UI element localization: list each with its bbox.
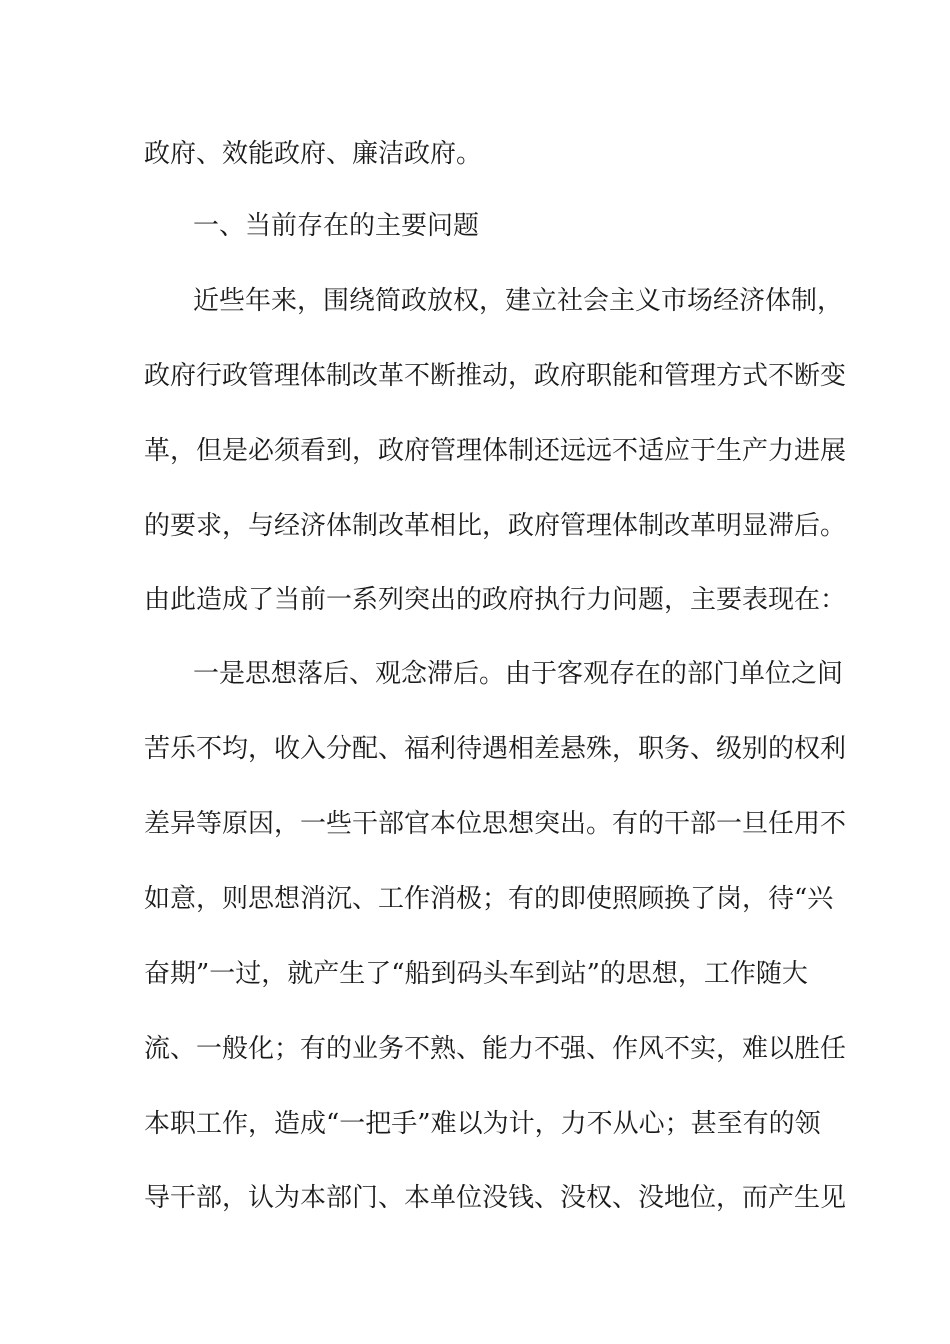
text-line: 导干部，认为本部门、本单位没钱、没权、没地位，而产生见	[144, 1183, 847, 1213]
text-line: 革，但是必须看到，政府管理体制还远远不适应于生产力进展	[144, 436, 847, 466]
text-line: 一是思想落后、观念滞后。由于客观存在的部门单位之间	[193, 659, 844, 689]
text-line: 差异等原因，一些干部官本位思想突出。有的干部一旦任用不	[144, 809, 847, 839]
text-line: 近些年来，围绕简政放权，建立社会主义市场经济体制，	[193, 286, 844, 316]
text-line: 的要求，与经济体制改革相比，政府管理体制改革明显滞后。	[144, 511, 847, 541]
text-line: 如意，则思想消沉、工作消极；有的即使照顾换了岗，待“兴	[144, 884, 834, 914]
text-line: 奋期”一过，就产生了“船到码头车到站”的思想，工作随大	[144, 959, 808, 989]
text-line: 本职工作，造成“一把手”难以为计，力不从心；甚至有的领	[144, 1109, 821, 1139]
text-line: 苦乐不均，收入分配、福利待遇相差悬殊，职务、级别的权利	[144, 734, 847, 764]
text-line: 政府、效能政府、廉洁政府。	[144, 139, 483, 169]
text-line: 由此造成了当前一系列突出的政府执行力问题，主要表现在：	[144, 585, 847, 615]
text-line: 政府行政管理体制改革不断推动，政府职能和管理方式不断变	[144, 361, 847, 391]
section-heading: 一、当前存在的主要问题	[193, 211, 480, 241]
text-line: 流、一般化；有的业务不熟、能力不强、作风不实，难以胜任	[144, 1034, 847, 1064]
